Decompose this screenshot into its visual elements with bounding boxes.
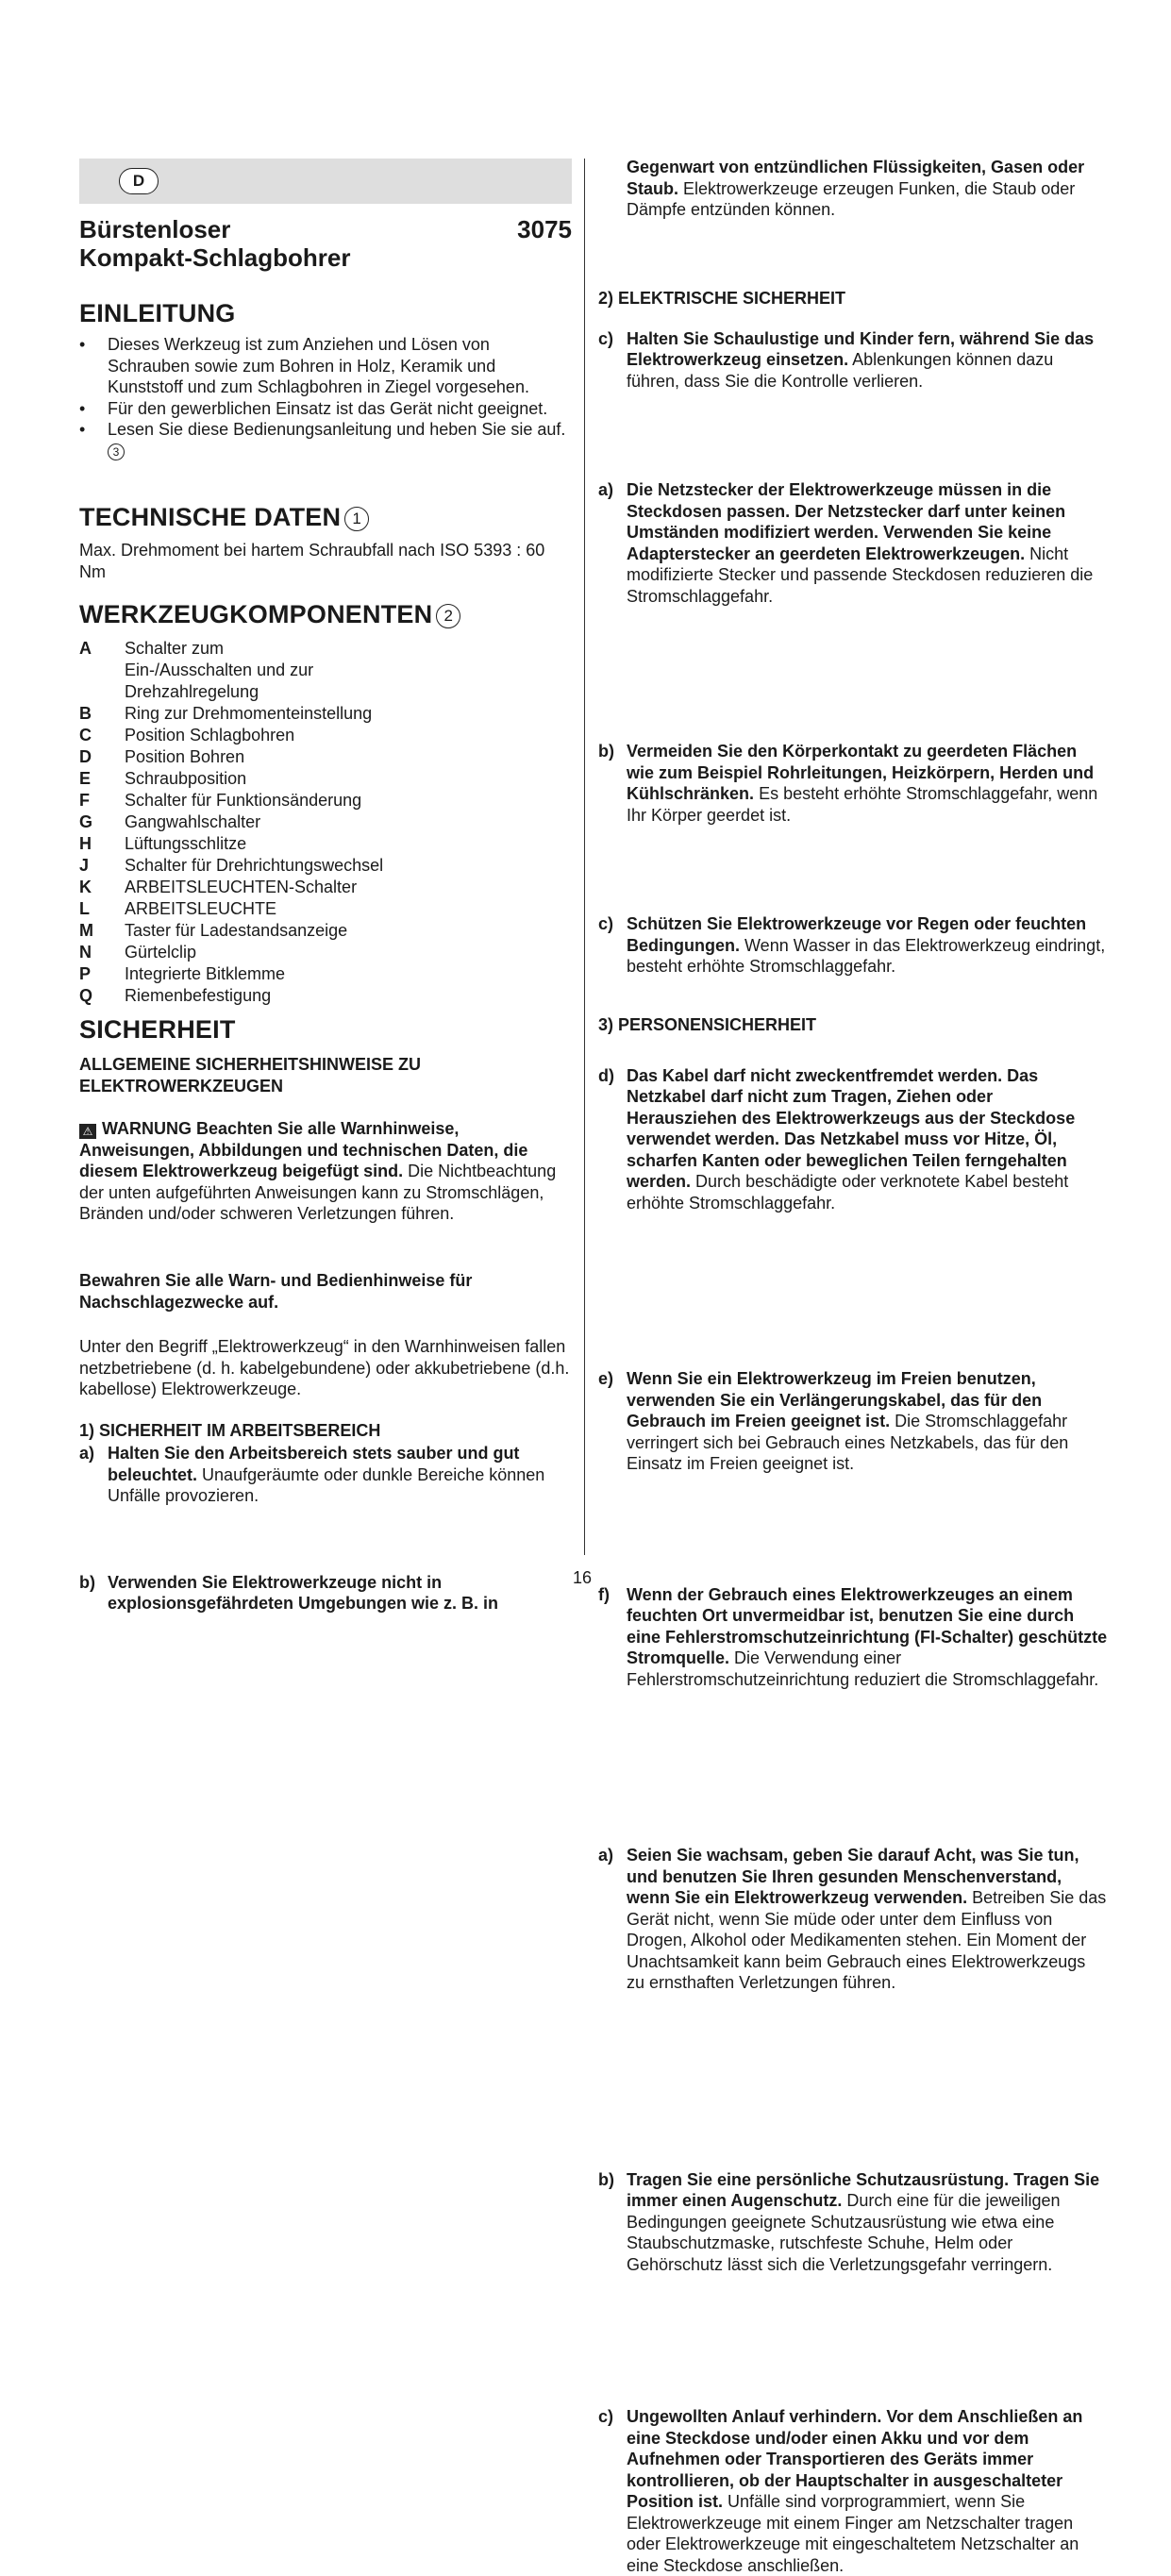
component-key: C (79, 726, 92, 744)
components-heading (79, 599, 460, 629)
component-row (79, 638, 574, 703)
component-label: Position Schlagbohren (125, 726, 295, 744)
component-row (79, 703, 574, 725)
figure-ref-2: 2 (436, 604, 460, 628)
component-key: B (79, 704, 92, 723)
component-label: Taster für Ladestandsanzeige (125, 921, 348, 940)
item-key: e) (598, 1369, 614, 1388)
component-label: Schalter für Drehrichtungswechsel (125, 856, 384, 875)
product-name-line1: Bürstenloser (79, 215, 231, 243)
intro-bullet: • Dieses Werkzeug ist zum Anziehen und Lösen von Schrauben sowie zum Bohren in Holz, Keramik und Kunststoff und zum Schlagbohren in Ziegel vorgesehen. (79, 334, 574, 398)
language-bar (79, 159, 572, 204)
component-row (79, 877, 574, 898)
tech-text: Max. Drehmoment bei hartem Schraubfall nach ISO 5393 : 60 Nm (79, 541, 545, 581)
component-key: J (79, 856, 90, 875)
component-key: G (79, 812, 93, 831)
item-text: Unfälle sind vorprogrammiert, wenn Sie Elektrowerkzeuge mit einem Finger am Netzschalter tragen oder Elektrowerkzeuge mit eingeschaltetem Netzschalter an eine Steckdose anschließen. (627, 2492, 1079, 2575)
item-bold: Schützen Sie Elektrowerkzeuge vor Regen oder feuchten Bedingungen. (627, 914, 1087, 955)
item-text: Elektrowerkzeuge erzeugen Funken, die Staub oder Dämpfe entzünden können. (627, 178, 1076, 219)
item-key: b) (598, 742, 614, 761)
component-row (79, 963, 574, 985)
component-label: Ring zur Drehmomenteinstellung (125, 704, 373, 723)
components-list (79, 638, 574, 1007)
item-bold: Die Netzstecker der Elektrowerkzeuge müssen in die Steckdosen passen. Der Netzstecker darf unter keinen Umständen modifiziert werden. Verwenden Sie keine Adapterstecker an geerdeten Elektrowerkzeugen. (627, 480, 1066, 563)
component-row (79, 725, 574, 746)
product-header (79, 215, 572, 272)
product-name-line2: Kompakt-Schlagbohrer (79, 243, 351, 272)
safety-item-1b-part2 (627, 157, 1108, 221)
safety-item-1a (79, 1443, 570, 1507)
warning-bold: WARNUNG Beachten Sie alle Warnhinweise, Anweisungen, Abbildungen und technischen Daten, die diesem Elektrowerkzeug beigefügt sind. (79, 1119, 528, 1180)
component-key: K (79, 878, 92, 896)
intro-bullet: • Für den gewerblichen Einsatz ist das Gerät nicht geeignet. (79, 398, 574, 420)
item-bold: Das Kabel darf nicht zweckentfremdet werden. Das Netzkabel darf nicht zum Tragen, Ziehen oder Herausziehen des Elektrowerkzeugs aus der Steckdose verwendet werden. Das Netzkabel muss vor Hitze, Öl, scharfen Kanten oder beweglichen Teilen ferngehalten werden. (627, 1065, 1076, 1191)
component-label: ARBEITSLEUCHTE (125, 899, 277, 918)
model-number: 3075 (517, 215, 572, 243)
page-number: 16 (573, 1568, 593, 1587)
safety-item-2d (598, 1065, 1108, 1214)
item-text: Es besteht erhöhte Stromschlaggefahr, wenn Ihr Körper geerdet ist. (627, 784, 1098, 825)
component-key: E (79, 769, 92, 788)
intro-bullet (79, 419, 574, 461)
component-row (79, 768, 574, 790)
component-label: Schalter für Funktionsänderung (125, 791, 362, 810)
item-text: Die Verwendung einer Fehlerstromschutzeinrichtung reduziert die Stromschlaggefahr. (627, 1648, 1099, 1689)
safety-subtitle: ALLGEMEINE SICHERHEITSHINWEISE ZU ELEKTROWERKZEUGEN (79, 1055, 422, 1096)
item-bold: Gegenwart von entzündlichen Flüssigkeiten, Gasen oder Staub. (627, 158, 1085, 198)
item-bold: Seien Sie wachsam, geben Sie darauf Acht, was Sie tun, und benutzen Sie Ihren gesunden Menschenverstand, wenn Sie ein Elektrowerkzeug verwenden. (627, 1846, 1079, 1907)
safety-item-3b (598, 2169, 1108, 2276)
item-bold: Halten Sie den Arbeitsbereich stets sauber und gut beleuchtet. (108, 1444, 520, 1484)
tech-heading (79, 502, 369, 532)
component-row (79, 790, 574, 811)
component-row (79, 985, 574, 1007)
item-text: Wenn Wasser in das Elektrowerkzeug eindringt, besteht erhöhte Stromschlaggefahr. (627, 935, 1106, 976)
component-key: F (79, 791, 90, 810)
component-key: P (79, 964, 92, 983)
figure-ref-1: 1 (344, 507, 369, 531)
tech-heading-text: TECHNISCHE DATEN (79, 503, 342, 531)
component-label: Gürtelclip (125, 943, 197, 962)
item-bold: Verwenden Sie Elektrowerkzeuge nicht in explosionsgefährdeten Umgebungen wie z. B. in (108, 1572, 499, 1613)
component-label: Integrierte Bitklemme (125, 964, 286, 983)
section-3-title: 3) PERSONENSICHERHEIT (598, 1015, 817, 1034)
keep-instructions: Bewahren Sie alle Warn- und Bedienhinweise für Nachschlagezwecke auf. (79, 1271, 473, 1312)
item-key: a) (79, 1444, 95, 1463)
component-row (79, 746, 574, 768)
item-key: b) (79, 1572, 95, 1592)
component-label: ARBEITSLEUCHTEN-Schalter (125, 878, 358, 896)
warning-block (79, 1118, 570, 1225)
item-text: Die Stromschlaggefahr verringert sich bei Gebrauch eines Netzkabels, das für den Einsatz im Freien geeignet ist. (627, 1412, 1069, 1473)
item-bold: Wenn Sie ein Elektrowerkzeug im Freien benutzen, verwenden Sie ein Verlängerungskabel, das für den Gebrauch im Freien geeignet ist. (627, 1369, 1043, 1430)
safety-item-2c (598, 913, 1108, 978)
components-heading-text: WERKZEUGKOMPONENTEN (79, 600, 433, 628)
component-row (79, 942, 574, 963)
safety-item-2b (598, 741, 1108, 826)
section-2-title: 2) ELEKTRISCHE SICHERHEIT (598, 289, 846, 308)
item-key: c) (598, 328, 614, 348)
safety-item-3a (598, 1845, 1108, 1994)
component-key: Q (79, 986, 93, 1005)
component-row (79, 855, 574, 877)
component-key: L (79, 899, 90, 918)
component-label: Schalter zum Ein-/Ausschalten und zur Drehzahlregelung (125, 639, 314, 701)
item-key: f) (598, 1584, 610, 1604)
item-text: Nicht modifizierte Stecker und passende Steckdosen reduzieren die Stromschlaggefahr. (627, 544, 1094, 606)
item-key: a) (598, 480, 614, 499)
safety-item-2f (598, 1584, 1108, 1691)
component-row (79, 898, 574, 920)
safety-item-1b-part1 (79, 1572, 570, 1614)
figure-ref-3: 3 (108, 443, 125, 460)
intro-bullet-text: Lesen Sie diese Bedienungsanleitung und heben Sie sie auf. (108, 420, 566, 439)
component-label: Schraubposition (125, 769, 247, 788)
component-key: N (79, 943, 92, 962)
safety-item-2a (598, 479, 1108, 607)
component-key: A (79, 639, 92, 658)
tool-definition: Unter den Begriff „Elektrowerkzeug“ in den Warnhinweisen fallen netzbetriebene (d. h. kabelgebundene) oder akkubetriebene (d.h. kabellose) Elektrowerkzeuge. (79, 1337, 570, 1398)
component-label: Gangwahlschalter (125, 812, 261, 831)
item-key: d) (598, 1065, 614, 1085)
item-bold: Wenn der Gebrauch eines Elektrowerkzeuges an einem feuchten Ort unvermeidbar ist, benutzen Sie eine durch eine Fehlerstromschutzeinrichtung (FI-Schalter) geschützte Stromquelle. (627, 1584, 1108, 1667)
section-1-title: 1) SICHERHEIT IM ARBEITSBEREICH (79, 1421, 381, 1440)
item-key: c) (598, 2407, 614, 2426)
component-label: Riemenbefestigung (125, 986, 272, 1005)
component-key: M (79, 921, 93, 940)
item-bold: Vermeiden Sie den Körperkontakt zu geerdeten Flächen wie zum Beispiel Rohrleitungen, Heizkörpern, Herden und Kühlschränken. (627, 742, 1095, 803)
component-row (79, 811, 574, 833)
component-label: Position Bohren (125, 747, 245, 766)
column-divider (584, 159, 585, 1555)
item-text: Durch beschädigte oder verknotete Kabel besteht erhöhte Stromschlaggefahr. (627, 1172, 1069, 1213)
item-bold: Tragen Sie eine persönliche Schutzausrüstung. Tragen Sie immer einen Augenschutz. (627, 2169, 1100, 2210)
item-text: Betreiben Sie das Gerät nicht, wenn Sie müde oder unter dem Einfluss von Drogen, Alkohol oder Medikamenten stehen. Ein Moment der Unachtsamkeit kann beim Gebrauch eines Elektrowerkzeugs zu ernsthaften Verletzungen führen. (627, 1888, 1107, 1992)
warning-text: Die Nichtbeachtung der unten aufgeführten Anweisungen kann zu Stromschlägen, Bränden und/oder schweren Verletzungen führen. (79, 1162, 557, 1223)
intro-heading: EINLEITUNG (79, 299, 236, 327)
item-key: c) (598, 914, 614, 933)
item-bold: Halten Sie Schaulustige und Kinder fern, während Sie das Elektrowerkzeug einsetzen. (627, 328, 1095, 369)
item-key: a) (598, 1846, 614, 1865)
component-key: H (79, 834, 92, 853)
component-label: Lüftungsschlitze (125, 834, 247, 853)
item-key: b) (598, 2169, 614, 2189)
item-text: Ablenkungen können dazu führen, dass Sie die Kontrolle verlieren. (627, 350, 1054, 391)
language-badge: D (119, 168, 159, 194)
component-key: D (79, 747, 92, 766)
safety-heading: SICHERHEIT (79, 1015, 236, 1044)
intro-list (79, 334, 574, 461)
component-row (79, 920, 574, 942)
safety-item-2e (598, 1368, 1108, 1475)
component-row (79, 833, 574, 855)
safety-item-3c (598, 2406, 1108, 2576)
warning-icon: ⚠ (79, 1124, 96, 1139)
item-text: Unaufgeräumte oder dunkle Bereiche können Unfälle provozieren. (108, 1464, 545, 1505)
item-bold: Ungewollten Anlauf verhindern. Vor dem Anschließen an eine Steckdose und/oder einen Akku und vor dem Aufnehmen oder Transportieren des Geräts immer kontrollieren, ob der Hauptschalter in ausgeschalteter Position ist. (627, 2407, 1083, 2511)
item-text: Durch eine für die jeweiligen Bedingungen geeignete Schutzausrüstung wie etwa eine Staubschutzmaske, rutschfeste Schuhe, Helm oder Gehörschutz lässt sich die Verletzungsgefahr verringern. (627, 2191, 1061, 2274)
safety-item-1c (598, 328, 1108, 393)
